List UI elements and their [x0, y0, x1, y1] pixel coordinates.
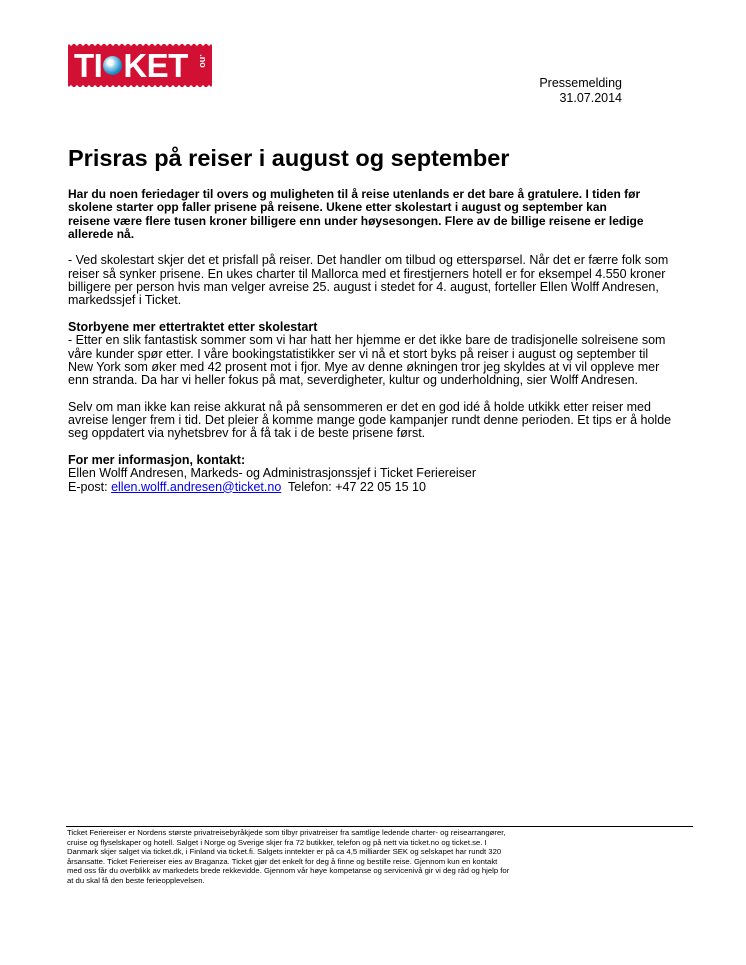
body-paragraph-3: [68, 401, 688, 441]
paragraph-line: enn stranda. Da har vi heller fokus på mat, severdigheter, kultur og underholdning, sier Wolff Andresen.: [68, 373, 639, 388]
paragraph-line: avreise lenger frem i tid. Det pleier å komme mange gode kampanjer rundt denne perioden. Et tips er å holde: [68, 413, 672, 428]
lead-line: allerede nå.: [68, 226, 135, 241]
ticket-logo: [68, 44, 212, 87]
page-title: Prisras på reiser i august og september: [68, 145, 510, 171]
logo-tld: .no: [197, 54, 208, 68]
lead-line: reisene være flere tusen kroner billigere enn under høysesongen. Flere av de billige reisene er ledige: [68, 213, 644, 228]
paragraph-line: Selv om man ikke kan reise akkurat nå på sensommeren er det en god idé å holde utkikk etter reiser med: [68, 399, 651, 414]
paragraph-line: - Etter en slik fantastisk sommer som vi har hatt her hjemme er det ikke bare de tradisjonelle solreisene som: [68, 333, 666, 348]
body-paragraph-2: [68, 321, 688, 387]
paragraph-line: seg oppdatert via nyhetsbrev for å få tak i de beste prisene først.: [68, 426, 426, 441]
body-paragraph-1: [68, 254, 688, 307]
phone-text: Telefon: +47 22 05 15 10: [281, 479, 426, 494]
footer-line: Danmark skjer salget via ticket.dk, i Finland via ticket.fi. Salgets inntekter er på ca 4,5 milliarder SEK og selskapet har rundt 320: [67, 847, 502, 857]
lead-line: Har du noen feriedager til overs og muligheten til å reise utenlands er det bare å gratulere. I tiden før: [68, 187, 641, 201]
lead-paragraph: [68, 188, 688, 241]
document-meta: [539, 76, 622, 106]
email-link[interactable]: ellen.wolff.andresen@ticket.no: [111, 479, 282, 494]
contact-name: Ellen Wolff Andresen, Markeds- og Administrasjonssjef i Ticket Feriereiser: [68, 466, 477, 481]
footer-about: [67, 828, 667, 886]
logo-wordmark: [74, 47, 188, 84]
paragraph-line: markedssjef i Ticket.: [68, 293, 182, 308]
paragraph-line: reiser så synker prisene. En ukes charter til Mallorca med et firestjerners hotell er for eksempel 4.550 kroner: [68, 266, 666, 281]
document-date: 31.07.2014: [559, 91, 622, 105]
article-body: [68, 188, 688, 507]
document-type: Pressemelding: [539, 76, 622, 90]
paragraph-line: New York som øker med 42 prosent mot i fjor. Mye av denne økningen tror jeg skyldes at vi vil oppleve mer: [68, 359, 660, 374]
lead-line: skolene starter opp faller prisene på reisene. Ukene etter skolestart i august og september kan: [68, 200, 607, 215]
footer-line: Ticket Feriereiser er Nordens største privatreisebyråkjede som tilbyr privatreiser fra samtlige ledende charter- og reisearrangører,: [67, 828, 506, 837]
footer-divider: [66, 826, 693, 827]
footer-line: med oss får du overblikk av markedets brede rekkevidde. Gjennom vår høye kompetanse og servicenivå gir vi deg råd og hjelp for: [67, 866, 510, 876]
contact-block: [68, 454, 688, 494]
contact-heading: For mer informasjon, kontakt:: [68, 452, 246, 467]
footer-line: årsansatte. Ticket Feriereiser eies av Braganza. Ticket gjør det enkelt for deg å finne og bestille reise. Gjennom kun en kontakt: [67, 856, 498, 866]
logo-text-end: KET: [123, 47, 188, 84]
section-subheading: Storbyene mer ettertraktet etter skolestart: [68, 319, 318, 334]
email-label: E-post:: [68, 479, 112, 494]
paragraph-line: - Ved skolestart skjer det et prisfall på reiser. Det handler om tilbud og etterspørsel. Når det er færre folk som: [68, 253, 669, 268]
paragraph-line: våre kunder spør etter. I våre bookingstatistikker ser vi nå et stort byks på reiser i august og september til: [68, 346, 649, 361]
logo-text-start: TI: [74, 47, 103, 84]
paragraph-line: billigere per person hvis man velger avreise 25. august i stedet for 4. august, forteller Ellen Wolff Andresen,: [68, 280, 659, 295]
globe-icon: [103, 56, 122, 75]
footer-line: cruise og flyselskaper og hotell. Salget i Norge og Sverige skjer fra 72 butikker, telefon og på nett via ticket.no og ticket.se. I: [67, 837, 487, 847]
footer-line: at du skal få den beste ferieopplevelsen.: [67, 875, 205, 885]
